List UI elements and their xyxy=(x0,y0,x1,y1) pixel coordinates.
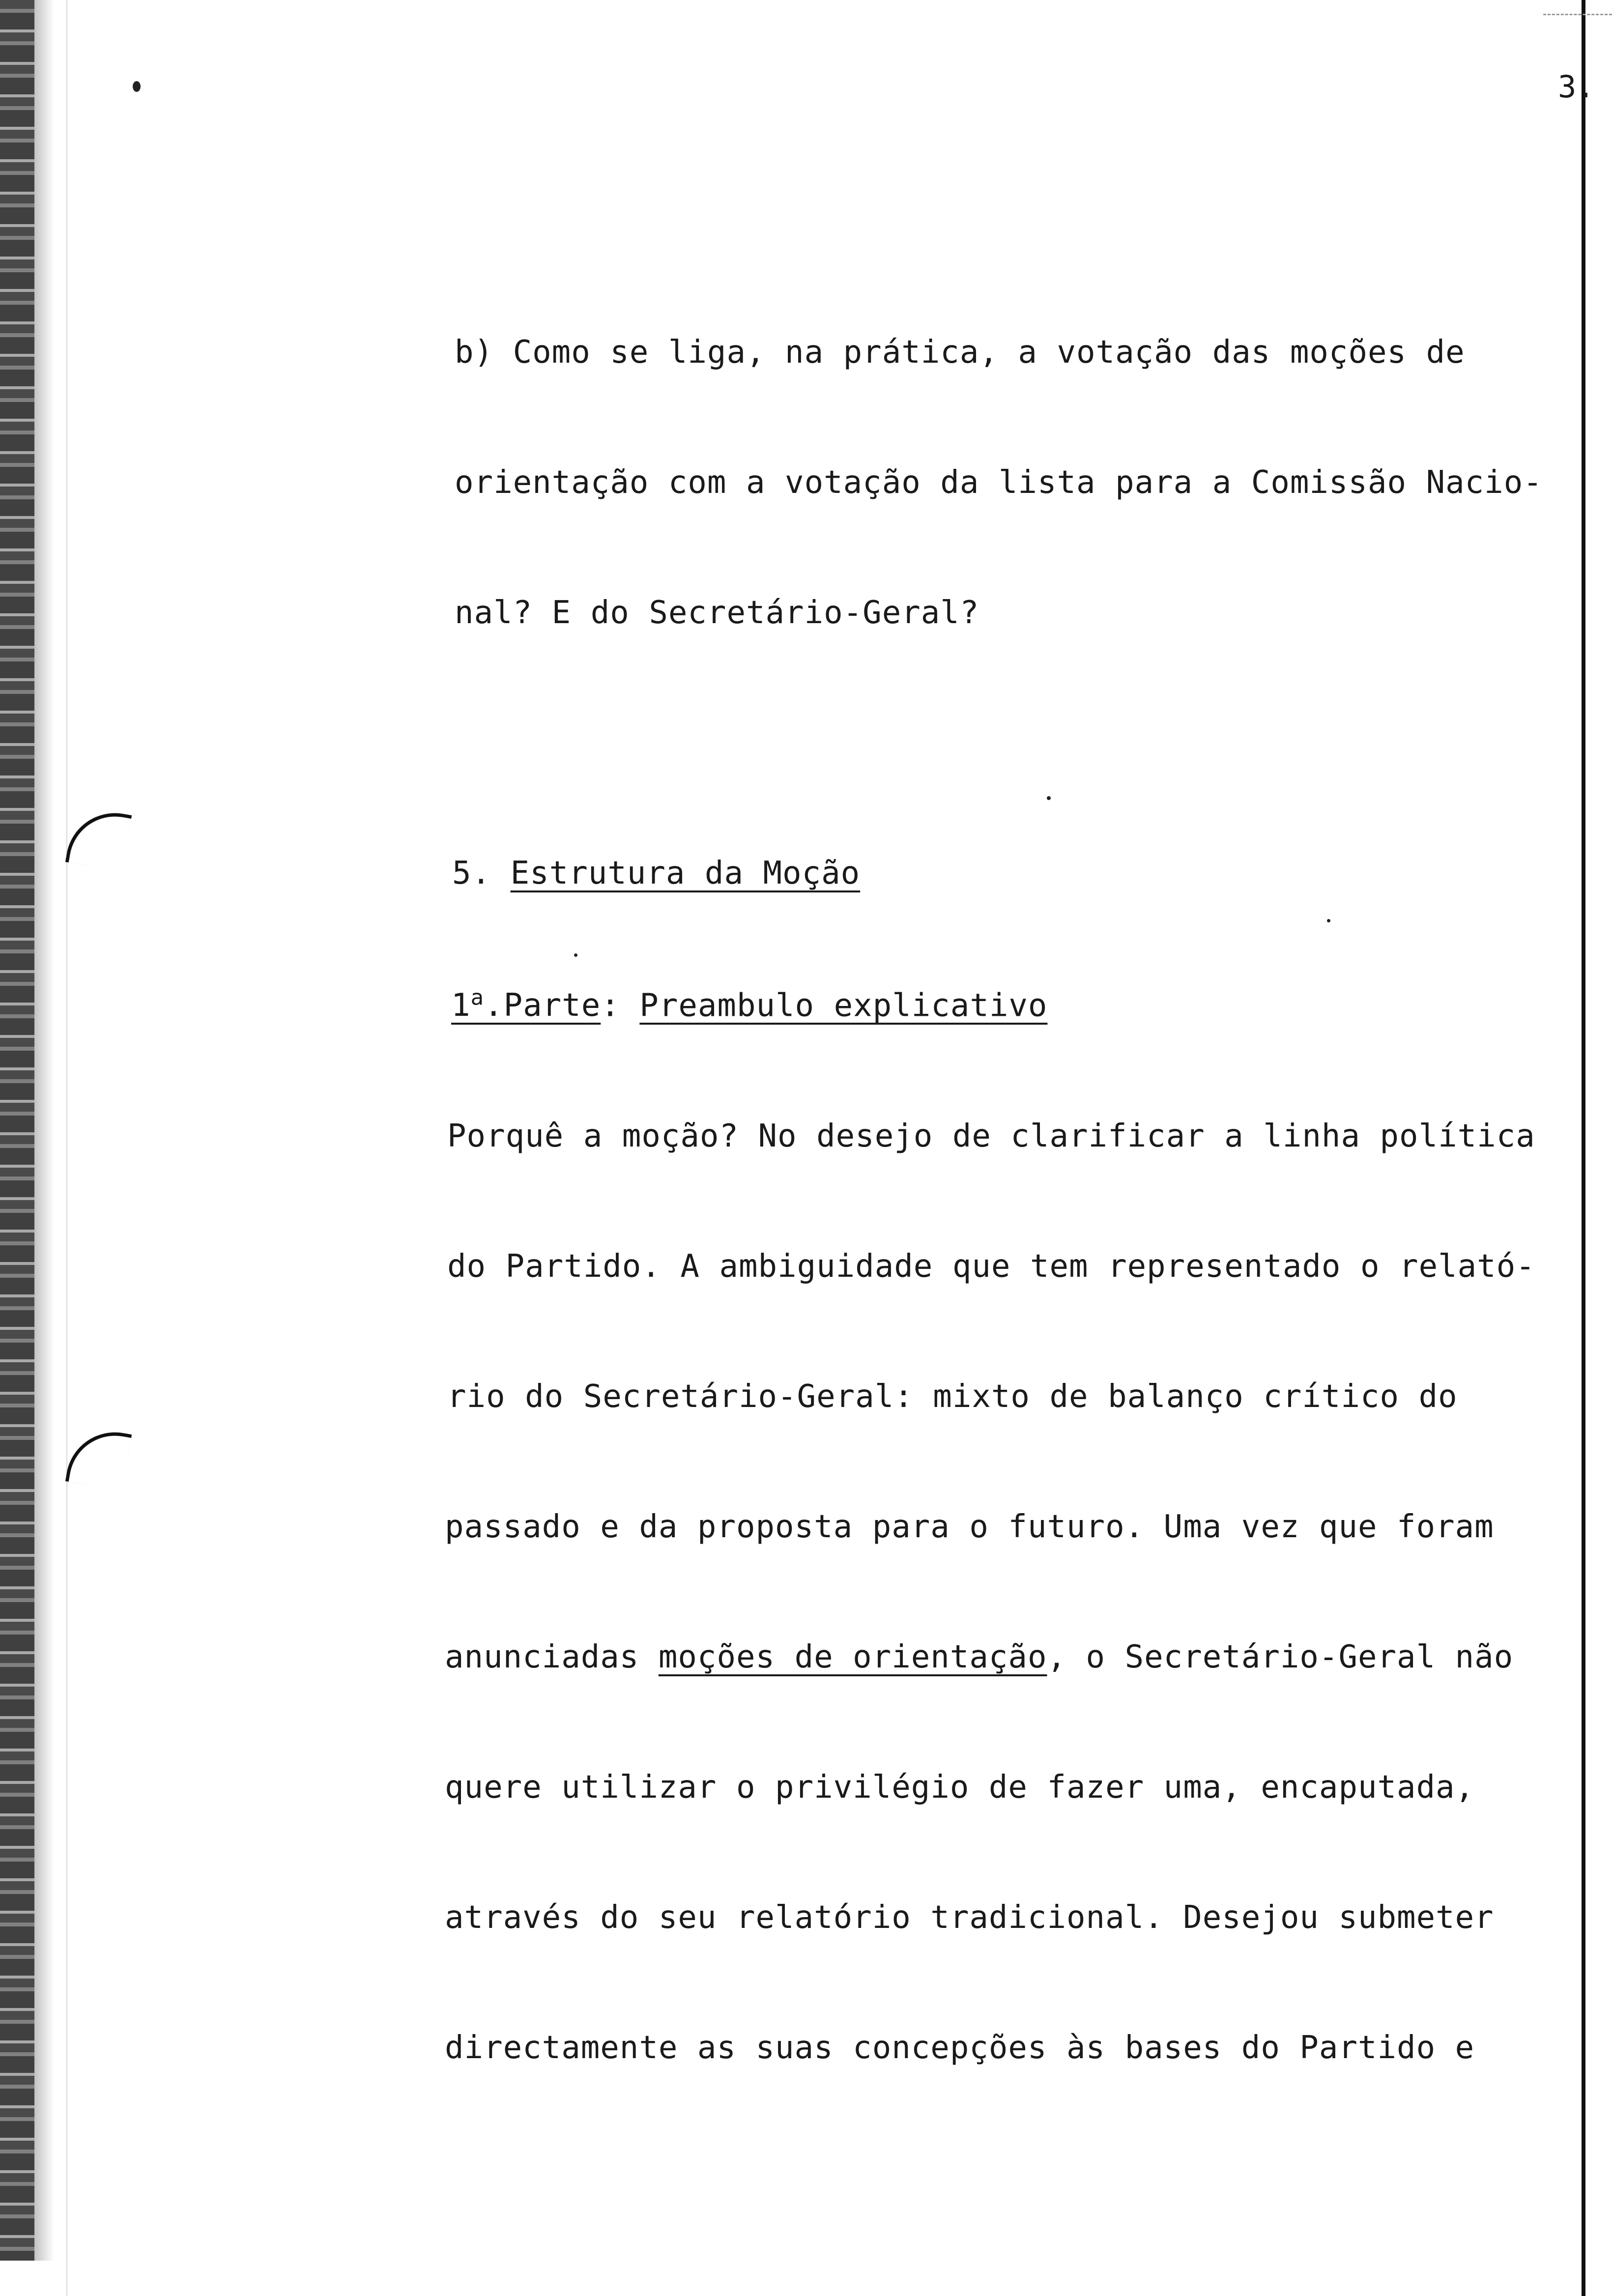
body-line-2: do Partido. A ambiguidade que tem representado o relató- xyxy=(447,1248,1535,1285)
top-dashed-mark xyxy=(1543,14,1612,15)
question-b-line-3: nal? E do Secretário-Geral? xyxy=(455,595,979,631)
body-line-6: quere utilizar o privilégio de fazer uma, encaputada, xyxy=(445,1769,1475,1806)
binder-hole-mark xyxy=(65,1425,132,1492)
binding-shadow xyxy=(0,0,34,2261)
ink-speck xyxy=(1327,919,1330,922)
part-label: 1$^a$.Parte xyxy=(451,985,601,1024)
margin-line xyxy=(66,0,67,2296)
body-line-4: passado e da proposta para o futuro. Uma vez que foram xyxy=(445,1509,1494,1545)
question-b-line-2: orientação com a votação da lista para a Comissão Nacio- xyxy=(455,464,1543,501)
page-number: 3. xyxy=(1558,69,1595,105)
part-heading: 1$^a$.Parte: Preambulo explicativo xyxy=(451,985,1048,1024)
underlined-phrase: moções de orientação xyxy=(658,1639,1047,1675)
ink-speck xyxy=(1047,796,1051,800)
section-heading xyxy=(452,855,860,891)
question-b-line-1: b) Como se liga, na prática, a votação das moções de xyxy=(455,334,1465,371)
body-line-8: directamente as suas concepções às bases do Partido e xyxy=(445,2030,1475,2066)
section-number: 5. xyxy=(452,855,491,891)
right-border xyxy=(1582,0,1585,2296)
body-line-7: através do seu relatório tradicional. Desejou submeter xyxy=(445,1899,1494,1936)
section-title: Estrutura da Moção xyxy=(510,855,861,891)
binder-hole-mark xyxy=(65,805,132,872)
body-line-5: anunciadas moções de orientação, o Secretário-Geral não xyxy=(445,1639,1514,1675)
ink-speck xyxy=(574,953,577,957)
body-line-3: rio do Secretário-Geral: mixto de balanço crítico do xyxy=(447,1378,1458,1415)
part-title: Preambulo explicativo xyxy=(639,987,1048,1024)
binding-fade xyxy=(34,0,54,2261)
ink-speck xyxy=(133,81,141,92)
body-line-1: Porquê a moção? No desejo de clarificar a linha política xyxy=(447,1118,1535,1154)
